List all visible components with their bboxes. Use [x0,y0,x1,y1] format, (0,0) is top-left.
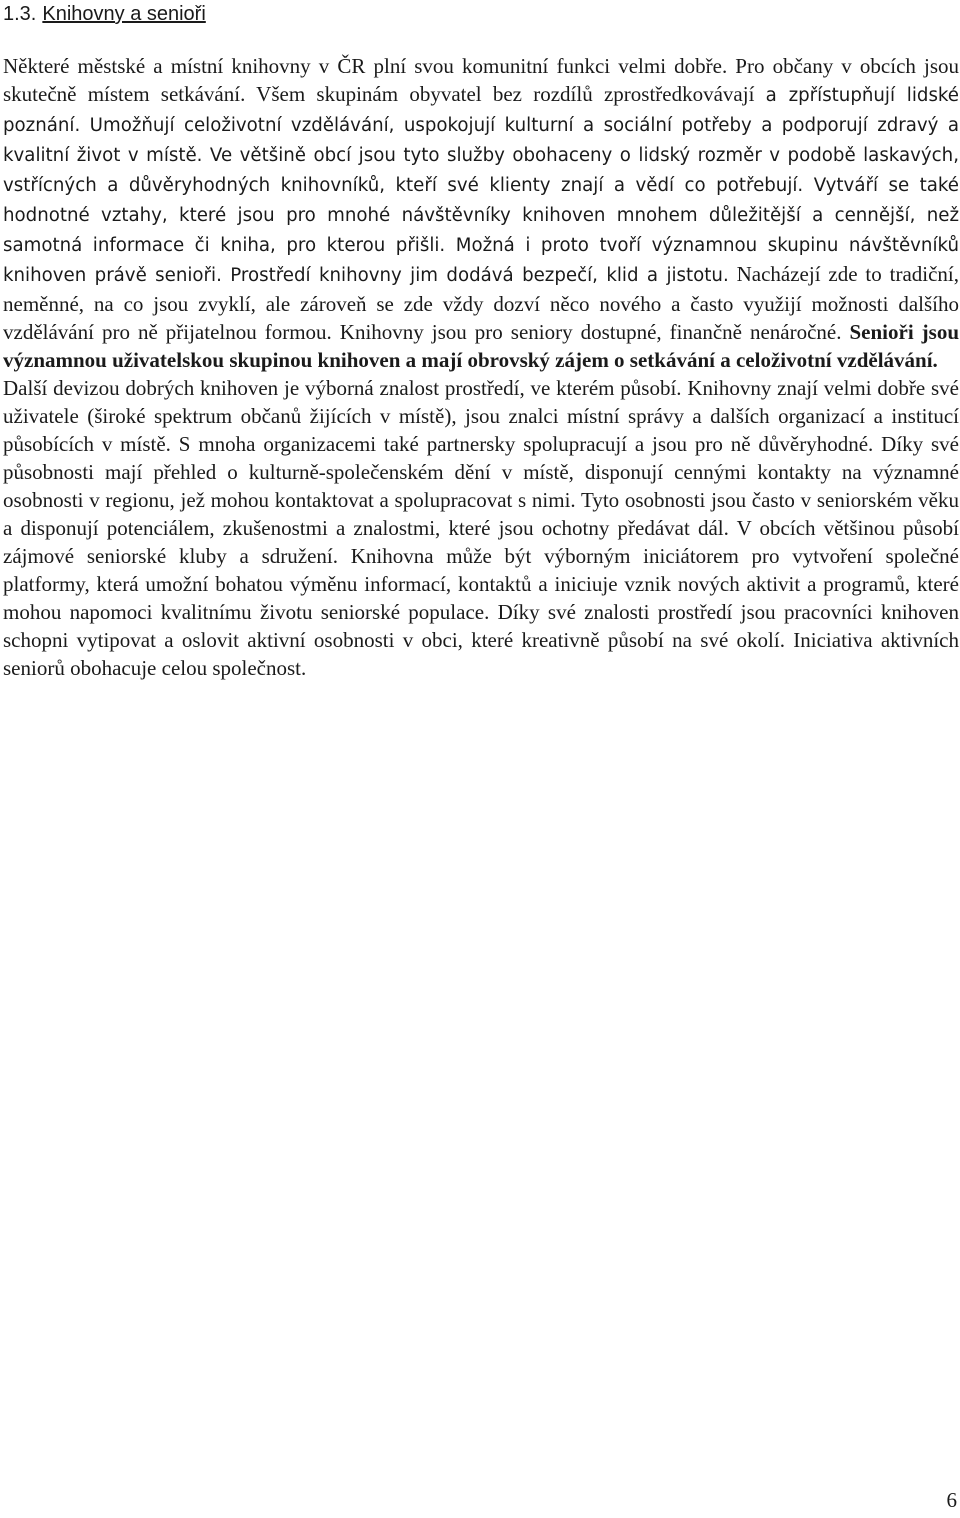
paragraph-1-bold-statement: Senioři jsou významnou uživatelskou skupinou knihoven a mají obrovský zájem o setkávání a celoživotní vzdělávání. [3,320,959,372]
page-number: 6 [946,1488,957,1512]
paragraph-1-text-c: Nacházejí zde to tradiční, neměnné, na co jsou zvyklí, ale zároveň se zde vždy dozví něco nového a často využijí možnosti dalšího vzdělávání pro ně přijatelnou formou. Knihovny jsou pro seniory dostupné, finančně nenáročné. [3,262,960,344]
document-body [3,52,959,682]
section-number: 1.3. [3,3,37,25]
paragraph-2: Další devizou dobrých knihoven je výborná znalost prostředí, ve kterém působí. Knihovny znají velmi dobře své uživatele (široké spektrum občanů žijících v místě), jsou znalci místní správy a dalších organizací a institucí působících v místě. S mnoha organizacemi také partnersky spolupracují a jsou pro ně důvěryhodné. Díky své působnosti mají přehled o kulturně-společenském dění v místě, disponují cennými kontakty na významné osobnosti v regionu, jež mohou kontaktovat a spolupracovat s nimi. Tyto osobnosti jsou často v seniorském věku a disponují potenciálem, zkušenostmi a znalostmi, které jsou ochotny předávat dál. V obcích většinou působí zájmové seniorské kluby a sdružení. Knihovna může být výborným iniciátorem pro vytvoření společné platformy, která umožní bohatou výměnu informací, kontaktů a iniciuje vznik nových aktivit a programů, které mohou napomoci kvalitnímu životu seniorské populace. Díky své znalosti prostředí jsou pracovníci knihoven schopni vytipovat a oslovit aktivní osobnosti v obci, které kreativně působí na své okolí. Iniciativa aktivních seniorů obohacuje celou společnost. [3,376,959,680]
paragraph-1-text-a: Některé městské a místní knihovny v ČR plní svou komunitní funkci velmi dobře. Pro občany v obcích jsou skutečně místem setkávání. Všem skupinám obyvatel bez rozdílů zprostředkovávají [3,54,959,106]
section-title: Knihovny a senioři [42,3,206,25]
section-heading [3,0,206,28]
paragraph-1-text-b: a zpřístupňují lidské poznání. Umožňují celoživotní vzdělávání, uspokojují kulturní a sociální potřeby a podporují zdravý a kvalitní život v místě. Ve většině obcí jsou tyto služby obohaceny o lidský rozměr v podobě laskavých, vstřícných a důvěryhodných knihovníků, kteří své klienty znají a vědí co potřebují. Vytváří se také hodnotné vztahy, které jsou pro mnohé návštěvníky knihoven mnohem důležitější a cennější, než samotná informace či kniha, pro kterou přišli. Možná i proto tvoří významnou skupinu návštěvníků knihoven právě senioři. Prostředí knihovny jim dodává bezpečí, klid a jistotu. [3,85,959,286]
paragraph-1 [3,52,959,374]
